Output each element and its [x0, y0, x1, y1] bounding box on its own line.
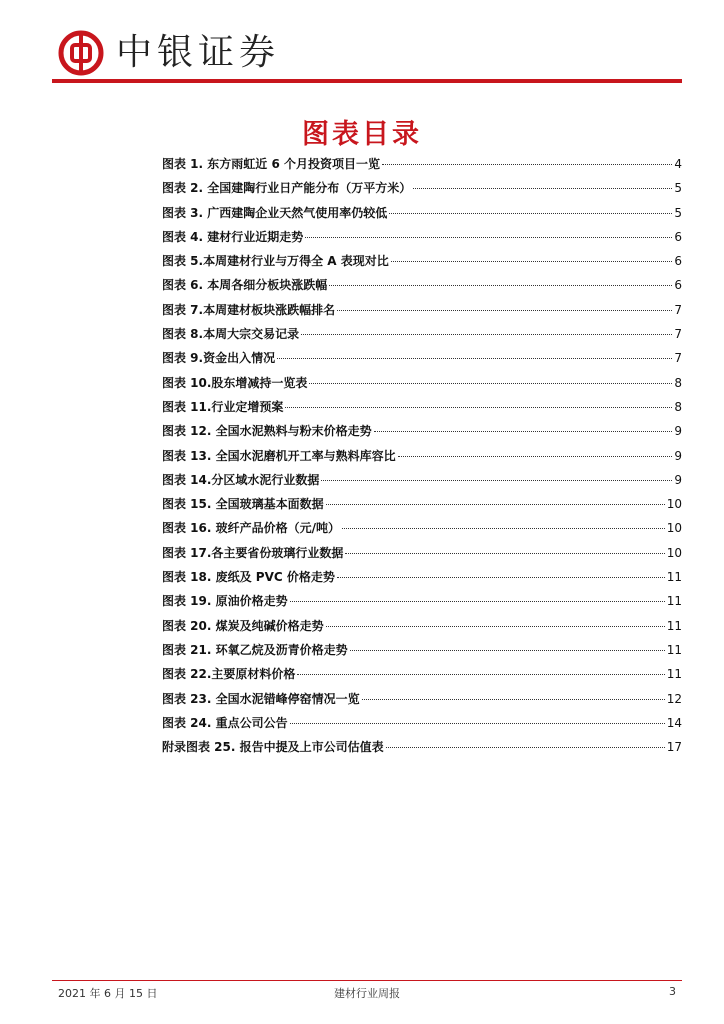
toc-list	[162, 155, 682, 762]
toc-dot-leader	[290, 723, 665, 724]
page-header	[52, 24, 682, 84]
toc-entry-label[interactable]: 图表 7.本周建材板块涨跌幅排名	[162, 302, 336, 317]
toc-entry-page[interactable]: 8	[674, 399, 682, 414]
header-rule	[52, 79, 682, 83]
toc-entry[interactable]	[162, 301, 682, 325]
toc-entry[interactable]	[162, 228, 682, 252]
footer-rule	[52, 980, 682, 981]
toc-entry[interactable]	[162, 398, 682, 422]
toc-entry-label[interactable]: 图表 12. 全国水泥熟料与粉末价格走势	[162, 424, 372, 439]
toc-entry[interactable]	[162, 738, 682, 762]
toc-dot-leader	[391, 261, 672, 262]
toc-dot-leader	[389, 213, 672, 214]
toc-entry-label[interactable]: 图表 5.本周建材行业与万得全 A 表现对比	[162, 254, 389, 269]
toc-entry[interactable]	[162, 276, 682, 300]
toc-entry-page[interactable]: 7	[674, 302, 682, 317]
toc-entry[interactable]	[162, 155, 682, 179]
toc-entry[interactable]	[162, 714, 682, 738]
toc-title: 图表目录	[302, 119, 422, 150]
toc-entry-label[interactable]: 图表 1. 东方雨虹近 6 个月投资项目一览	[162, 157, 380, 171]
toc-entry-page[interactable]: 5	[674, 205, 682, 220]
toc-entry[interactable]	[162, 665, 682, 689]
toc-entry[interactable]	[162, 325, 682, 349]
toc-dot-leader	[329, 285, 672, 286]
toc-entry-page[interactable]: 10	[666, 545, 682, 560]
toc-entry[interactable]	[162, 690, 682, 714]
toc-entry-page[interactable]: 11	[666, 570, 682, 585]
toc-entry-page[interactable]: 9	[674, 472, 682, 487]
footer-date: 2021 年 6 月 15 日	[58, 987, 158, 1000]
toc-dot-leader	[337, 310, 672, 311]
toc-entry-page[interactable]: 11	[666, 618, 682, 633]
toc-entry-page[interactable]: 4	[674, 157, 682, 171]
toc-entry-label[interactable]: 图表 18. 废纸及 PVC 价格走势	[162, 570, 335, 585]
toc-entry[interactable]	[162, 495, 682, 519]
toc-entry-label[interactable]: 图表 23. 全国水泥错峰停窑情况一览	[162, 691, 360, 706]
toc-dot-leader	[305, 237, 672, 238]
toc-entry-page[interactable]: 11	[666, 642, 682, 657]
toc-entry-label[interactable]: 图表 19. 原油价格走势	[162, 594, 288, 609]
toc-entry-label[interactable]: 图表 6. 本周各细分板块涨跌幅	[162, 278, 328, 293]
footer-page-number: 3	[669, 985, 676, 998]
toc-entry-label[interactable]: 图表 17.各主要省份玻璃行业数据	[162, 545, 344, 560]
toc-entry-page[interactable]: 10	[666, 521, 682, 536]
toc-dot-leader	[290, 601, 665, 602]
toc-entry[interactable]	[162, 544, 682, 568]
page-footer	[58, 985, 676, 1001]
toc-dot-leader	[342, 528, 665, 529]
toc-entry[interactable]	[162, 471, 682, 495]
toc-entry-page[interactable]: 11	[666, 594, 682, 609]
toc-entry[interactable]	[162, 374, 682, 398]
toc-entry[interactable]	[162, 617, 682, 641]
toc-dot-leader	[277, 358, 672, 359]
toc-entry[interactable]	[162, 179, 682, 203]
toc-entry-page[interactable]: 8	[674, 375, 682, 390]
toc-entry-page[interactable]: 11	[666, 667, 682, 682]
toc-entry-page[interactable]: 5	[674, 181, 682, 196]
toc-dot-leader	[374, 431, 672, 432]
toc-entry-label[interactable]: 图表 20. 煤炭及纯碱价格走势	[162, 618, 324, 633]
toc-entry-label[interactable]: 图表 21. 环氧乙烷及沥青价格走势	[162, 642, 348, 657]
toc-dot-leader	[398, 456, 672, 457]
toc-entry[interactable]	[162, 349, 682, 373]
toc-entry-label[interactable]: 图表 2. 全国建陶行业日产能分布（万平方米）	[162, 181, 412, 196]
toc-entry-page[interactable]: 7	[674, 351, 682, 366]
toc-entry-page[interactable]: 17	[666, 740, 682, 755]
toc-entry[interactable]	[162, 568, 682, 592]
toc-dot-leader	[337, 577, 665, 578]
toc-entry-page[interactable]: 6	[674, 254, 682, 269]
toc-entry-label[interactable]: 图表 15. 全国玻璃基本面数据	[162, 497, 324, 512]
toc-dot-leader	[413, 188, 672, 189]
toc-dot-leader	[350, 650, 665, 651]
toc-dot-leader	[345, 553, 664, 554]
toc-entry[interactable]	[162, 422, 682, 446]
toc-dot-leader	[285, 407, 672, 408]
footer-publication: 建材行业周报	[334, 987, 400, 1000]
toc-entry-label[interactable]: 图表 22.主要原材料价格	[162, 667, 296, 682]
toc-entry-label[interactable]: 图表 10.股东增减持一览表	[162, 375, 308, 390]
toc-entry-label[interactable]: 图表 16. 玻纤产品价格（元/吨）	[162, 521, 340, 536]
toc-entry-label[interactable]: 图表 3. 广西建陶企业天然气使用率仍较低	[162, 205, 388, 220]
toc-entry[interactable]	[162, 641, 682, 665]
toc-entry-label[interactable]: 图表 14.分区域水泥行业数据	[162, 472, 320, 487]
toc-entry-label[interactable]: 图表 9.资金出入情况	[162, 351, 276, 366]
toc-entry[interactable]	[162, 252, 682, 276]
toc-dot-leader	[362, 699, 665, 700]
toc-entry-page[interactable]: 7	[674, 327, 682, 342]
toc-dot-leader	[382, 164, 672, 165]
toc-dot-leader	[321, 480, 672, 481]
toc-entry-page[interactable]: 6	[674, 278, 682, 293]
toc-dot-leader	[326, 504, 665, 505]
toc-entry-page[interactable]: 9	[674, 424, 682, 439]
toc-entry-label[interactable]: 图表 13. 全国水泥磨机开工率与熟料库容比	[162, 448, 396, 463]
toc-dot-leader	[309, 383, 672, 384]
toc-entry-label[interactable]: 附录图表 25. 报告中提及上市公司估值表	[162, 740, 384, 755]
toc-entry-label[interactable]: 图表 11.行业定增预案	[162, 399, 284, 414]
toc-dot-leader	[386, 747, 665, 748]
brand-name: 中银证券	[116, 32, 281, 73]
toc-entry-page[interactable]: 10	[666, 497, 682, 512]
toc-entry[interactable]	[162, 592, 682, 616]
bank-of-china-logo-icon	[58, 30, 104, 76]
toc-entry-page[interactable]: 14	[666, 715, 682, 730]
toc-dot-leader	[297, 674, 664, 675]
toc-entry-page[interactable]: 9	[674, 448, 682, 463]
toc-entry[interactable]	[162, 519, 682, 543]
toc-entry-page[interactable]: 6	[674, 229, 682, 244]
toc-entry-label[interactable]: 图表 24. 重点公司公告	[162, 715, 288, 730]
toc-entry[interactable]	[162, 204, 682, 228]
toc-dot-leader	[301, 334, 672, 335]
toc-entry-page[interactable]: 12	[666, 691, 682, 706]
toc-dot-leader	[326, 626, 665, 627]
toc-entry-label[interactable]: 图表 8.本周大宗交易记录	[162, 327, 300, 342]
toc-entry-label[interactable]: 图表 4. 建材行业近期走势	[162, 229, 304, 244]
toc-entry[interactable]	[162, 447, 682, 471]
